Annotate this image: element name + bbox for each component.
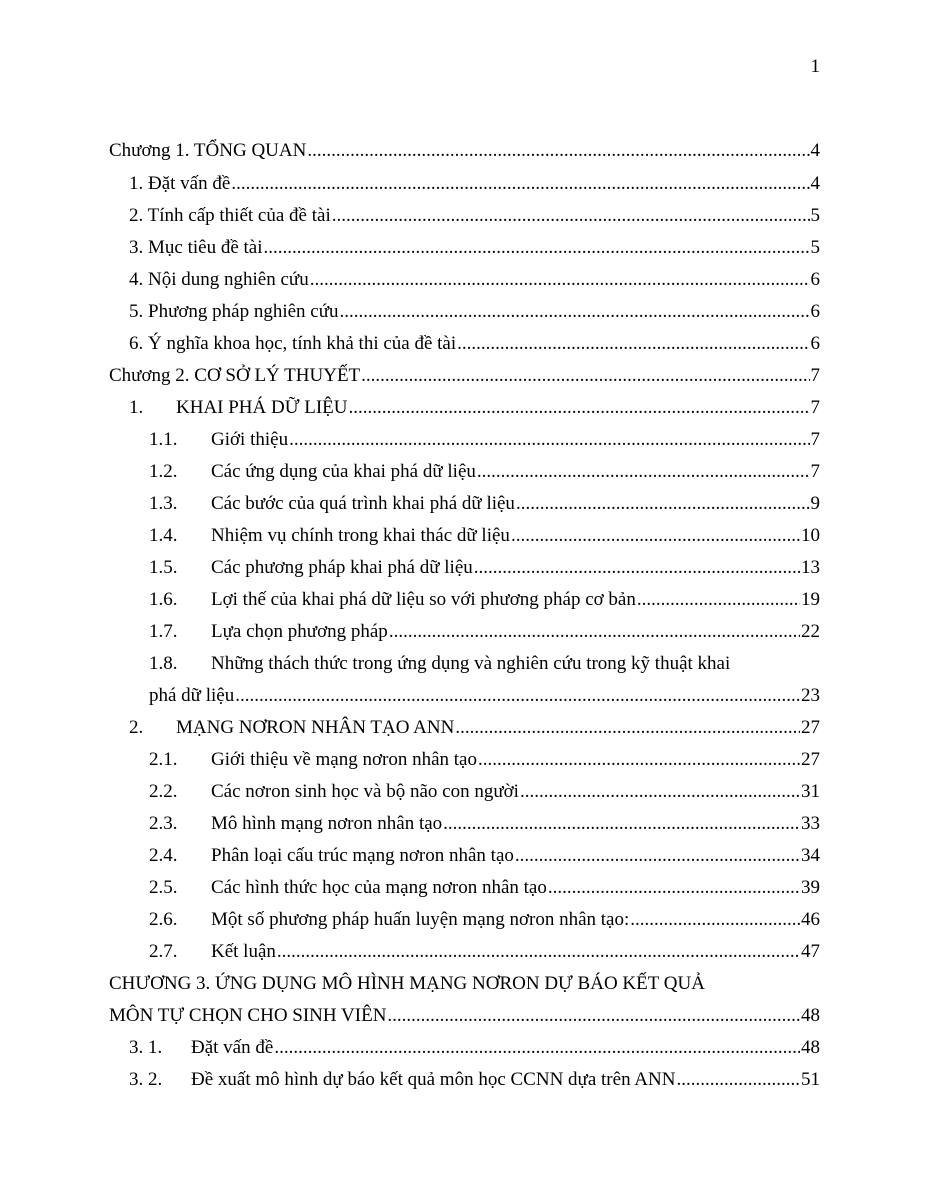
toc-entry-number: 2.3. [149,813,178,834]
toc-entry-line1 [149,653,730,675]
toc-entry-page: 46 [801,909,820,930]
toc-entry[interactable] [149,941,820,963]
toc-entry-title-continuation: phá dữ liệu [149,685,235,706]
toc-dot-leader [455,717,800,739]
toc-entry[interactable] [129,301,820,323]
toc-entry-title: Giới thiệu [211,429,289,450]
toc-entry-page: 51 [801,1069,820,1090]
toc-entry-title: Một số phương pháp huấn luyện mạng nơron nhân tạo: [211,909,630,930]
toc-entry-title: Đặt vấn đề [191,1037,274,1058]
toc-entry-page: 33 [801,813,820,834]
toc-entry-page: 23 [801,685,820,706]
toc-entry-title: Các phương pháp khai phá dữ liệu [211,557,473,578]
toc-entry-number: 1.2. [149,461,178,482]
toc-entry-number: 1.4. [149,525,178,546]
toc-entry-page: 7 [810,397,820,418]
toc-entry-page: 4 [810,140,820,161]
toc-entry-page: 6 [810,301,820,322]
toc-entry-number: 1.5. [149,557,178,578]
toc-entry-page: 9 [810,493,820,514]
toc-entry-number: 2.7. [149,941,178,962]
toc-entry-title: Chương 2. CƠ SỞ LÝ THUYẾT [109,365,361,386]
toc-entry-page: 47 [801,941,820,962]
toc-entry-number: 1.8. [149,653,178,674]
toc-entry[interactable] [149,685,820,707]
page-number: 1 [810,56,820,77]
toc-entry[interactable] [129,269,820,291]
toc-entry[interactable] [129,1037,820,1059]
toc-entry-title: Chương 1. TỔNG QUAN [109,140,307,161]
toc-entry-title: Các hình thức học của mạng nơron nhân tạo [211,877,547,898]
toc-dot-leader [516,493,810,515]
toc-entry[interactable] [129,205,820,227]
toc-entry[interactable] [149,877,820,899]
toc-entry-page: 4 [810,173,820,194]
toc-entry-title: Các nơron sinh học và bộ não con người [211,781,519,802]
toc-entry-title: 3. Mục tiêu đề tài [129,237,263,258]
toc-dot-leader [548,877,800,899]
toc-entry-number: 1.7. [149,621,178,642]
toc-entry[interactable] [149,909,820,931]
toc-entry-page: 48 [801,1005,820,1026]
toc-dot-leader [289,429,809,451]
toc-entry-title: Các bước của quá trình khai phá dữ liệu [211,493,515,514]
toc-entry[interactable] [149,813,820,835]
toc-entry[interactable] [129,717,820,739]
toc-entry-title: Giới thiệu về mạng nơron nhân tạo [211,749,477,770]
toc-entry-title: Những thách thức trong ứng dụng và nghiên cứu trong kỹ thuật khai [211,653,731,674]
toc-dot-leader [274,1037,800,1059]
toc-entry-title: Phân loại cấu trúc mạng nơron nhân tạo [211,845,514,866]
toc-entry-title: 2. Tính cấp thiết của đề tài [129,205,331,226]
toc-entry[interactable] [129,1069,820,1091]
toc-entry-page: 34 [801,845,820,866]
toc-entry-title-continuation: MÔN TỰ CHỌN CHO SINH VIÊN [109,1005,387,1026]
toc-entry-number: 2.1. [149,749,178,770]
toc-dot-leader [310,269,810,291]
toc-entry[interactable] [149,845,820,867]
toc-entry-page: 7 [810,429,820,450]
toc-entry-number: 3. 2. [129,1069,163,1090]
toc-entry-number: 1.3. [149,493,178,514]
toc-entry-title: CHƯƠNG 3. ỨNG DỤNG MÔ HÌNH MẠNG NƠRON DỰ BÁO KẾT QUẢ [109,973,705,994]
toc-entry-number: 2.6. [149,909,178,930]
toc-entry-page: 7 [810,461,820,482]
toc-entry-title: Nhiệm vụ chính trong khai thác dữ liệu [211,525,510,546]
toc-dot-leader [443,813,800,835]
toc-entry-title: 1. Đặt vấn đề [129,173,231,194]
toc-entry-page: 22 [801,621,820,642]
toc-dot-leader [340,301,810,323]
toc-dot-leader [332,205,810,227]
toc-entry-title: Đề xuất mô hình dự báo kết quả môn học CCNN dựa trên ANN [191,1069,676,1090]
toc-entry-number: 2. [129,717,144,738]
toc-entry[interactable] [109,1005,820,1027]
toc-entry[interactable] [109,140,820,162]
toc-entry-title: Kết luận [211,941,276,962]
toc-entry[interactable] [149,429,820,451]
toc-entry-number: 1.6. [149,589,178,610]
toc-entry-line1 [109,973,705,995]
toc-dot-leader [474,557,800,579]
toc-entry-title: Lựa chọn phương pháp [211,621,388,642]
toc-dot-leader [457,333,809,355]
toc-entry-title: MẠNG NƠRON NHÂN TẠO ANN [176,717,455,738]
toc-entry[interactable] [149,781,820,803]
toc-entry-page: 6 [810,333,820,354]
toc-entry-title: Mô hình mạng nơron nhân tạo [211,813,443,834]
toc-dot-leader [389,621,800,643]
toc-entry[interactable] [129,173,820,195]
toc-entry[interactable] [149,589,820,611]
toc-entry-page: 5 [810,205,820,226]
toc-entry-page: 19 [801,589,820,610]
toc-entry-number: 2.4. [149,845,178,866]
toc-entry[interactable] [109,365,820,387]
toc-entry-page: 5 [810,237,820,258]
toc-entry[interactable] [149,621,820,643]
toc-entry-page: 27 [801,717,820,738]
toc-entry-page: 39 [801,877,820,898]
toc-entry-page: 13 [801,557,820,578]
toc-dot-leader [231,173,809,195]
toc-entry-number: 1.1. [149,429,178,450]
toc-entry-number: 2.5. [149,877,178,898]
toc-dot-leader [515,845,800,867]
toc-entry[interactable] [129,397,820,419]
toc-dot-leader [264,237,810,259]
toc-dot-leader [307,140,809,162]
toc-entry[interactable] [149,493,820,515]
toc-entry-page: 7 [810,365,820,386]
toc-entry-page: 48 [801,1037,820,1058]
toc-dot-leader [348,397,809,419]
toc-entry-number: 1. [129,397,144,418]
toc-entry[interactable] [129,237,820,259]
toc-dot-leader [361,365,809,387]
toc-dot-leader [235,685,800,707]
toc-dot-leader [387,1005,800,1027]
toc-entry[interactable] [149,749,820,771]
toc-dot-leader [637,589,800,611]
toc-dot-leader [277,941,800,963]
toc-entry[interactable] [129,333,820,355]
toc-entry-page: 6 [810,269,820,290]
toc-entry-title: KHAI PHÁ DỮ LIỆU [176,397,348,418]
toc-entry-number: 2.2. [149,781,178,802]
toc-entry-page: 31 [801,781,820,802]
toc-dot-leader [676,1069,800,1091]
toc-dot-leader [520,781,800,803]
toc-entry-page: 10 [801,525,820,546]
toc-entry-number: 3. 1. [129,1037,163,1058]
toc-entry-title: Lợi thế của khai phá dữ liệu so với phương pháp cơ bản [211,589,636,610]
toc-entry-title: 4. Nội dung nghiên cứu [129,269,309,290]
toc-entry-title: Các ứng dụng của khai phá dữ liệu [211,461,476,482]
toc-dot-leader [477,461,810,483]
toc-entry[interactable] [149,525,820,547]
toc-entry[interactable] [149,557,820,579]
toc-dot-leader [630,909,800,931]
toc-entry[interactable] [149,461,820,483]
toc-entry-title: 5. Phương pháp nghiên cứu [129,301,339,322]
toc-dot-leader [478,749,800,771]
toc-entry-title: 6. Ý nghĩa khoa học, tính khả thi của đề tài [129,333,457,354]
toc-dot-leader [511,525,800,547]
toc-entry-page: 27 [801,749,820,770]
